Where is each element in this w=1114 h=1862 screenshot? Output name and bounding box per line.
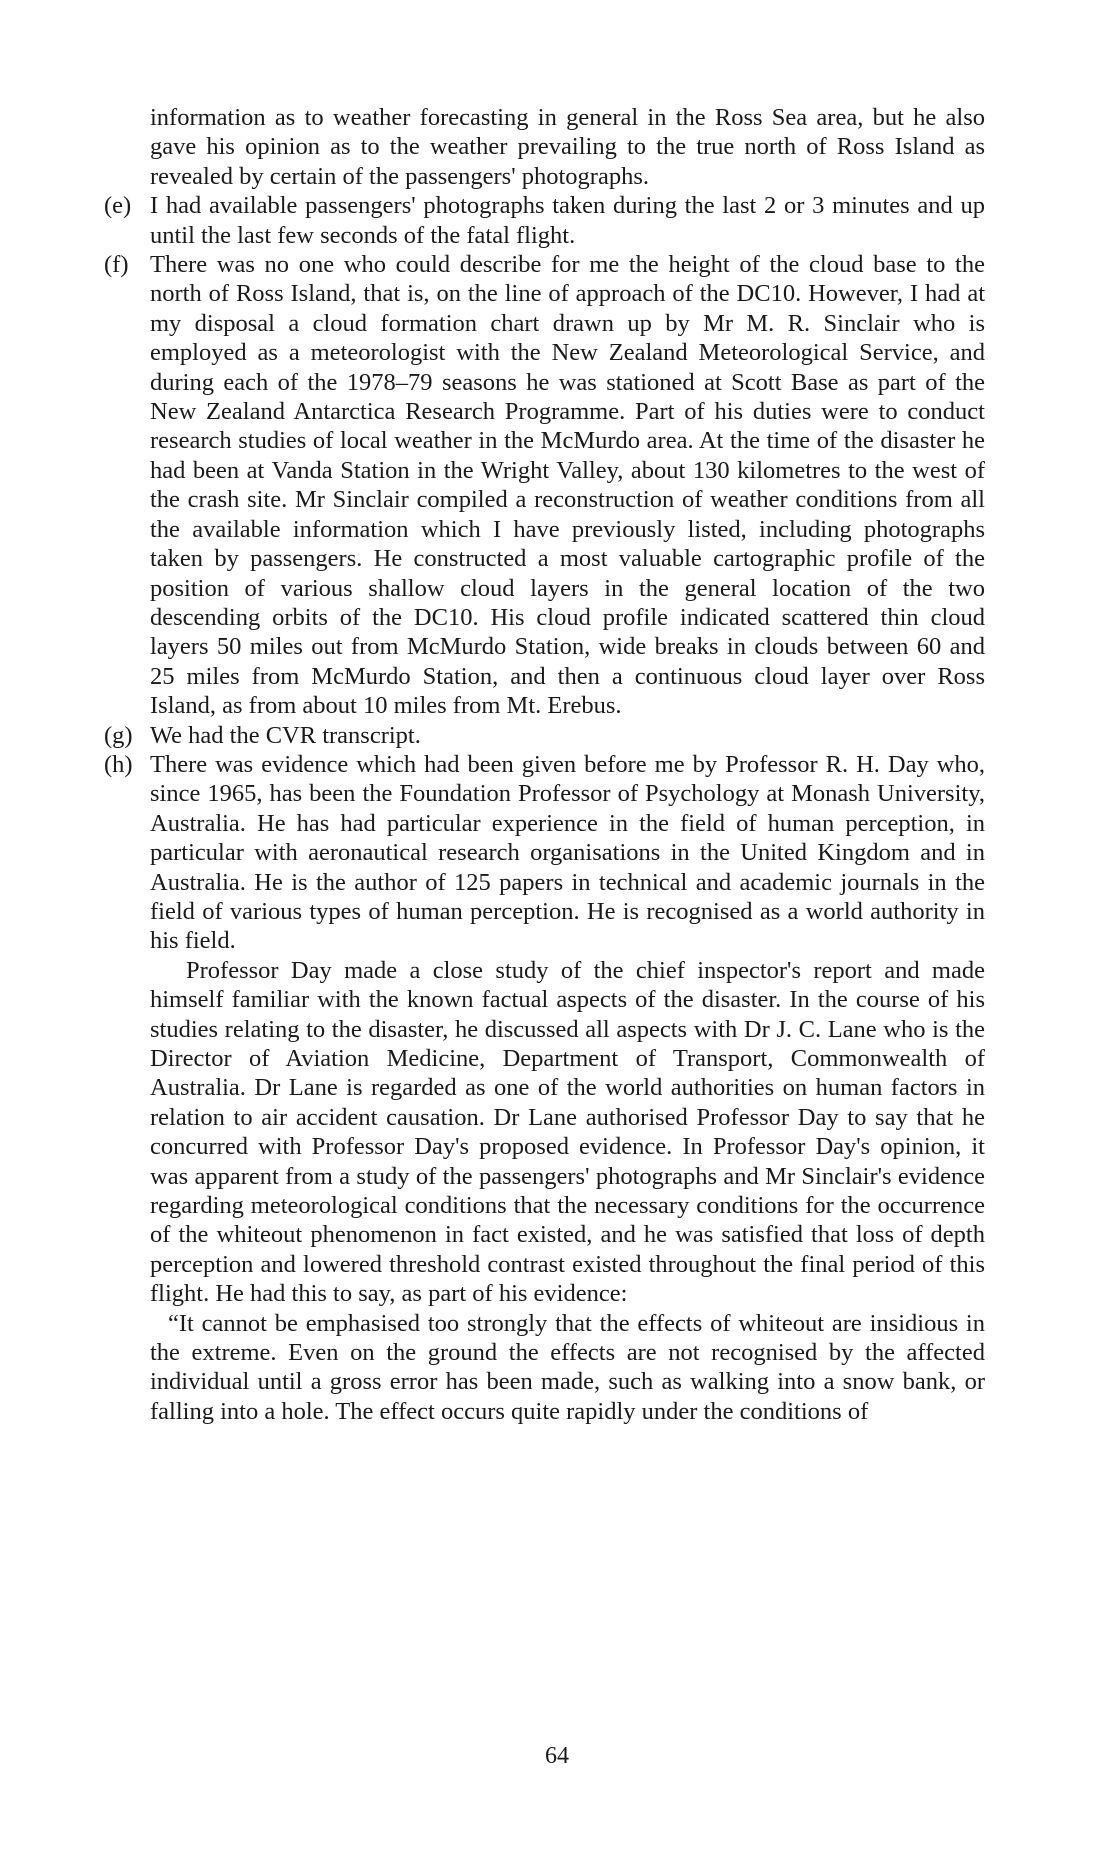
item-continuation: Professor Day made a close study of the chief inspector's report and made himself familiar with the known factual aspects of the disaster. In the course of his studies relating to the disaster, he discussed all aspects with Dr J. C. Lane who is the Director of Aviation Medicine, Department of Transport, Commonwealth of Australia. Dr Lane is regarded as one of the world authorities on human factors in relation to air accident causation. Dr Lane authorised Professor Day to say that he concurred with Professor Day's proposed evidence. In Professor Day's opinion, it was apparent from a study of the passengers' photographs and Mr Sinclair's evidence regarding meteorological conditions that the necessary conditions for the occurrence of the whiteout phenomenon in fact existed, and he was satisfied that loss of depth perception and lowered threshold contrast existed throughout the final period of this flight. He had this to say, as part of his evidence: xyxy=(150,956,985,1308)
list-item-e xyxy=(104,191,985,250)
item-label: (g) xyxy=(104,721,133,749)
item-label: (e) xyxy=(104,192,132,220)
body-text xyxy=(104,103,985,1426)
item-text: We had the CVR transcript. xyxy=(150,721,421,749)
item-text: I had available passengers' photographs taken during the last 2 or 3 minutes and up until the last few seconds of the fatal flight. xyxy=(150,192,985,249)
list-item-f xyxy=(104,250,985,721)
quoted-evidence: “It cannot be emphasised too strongly that the effects of whiteout are insidious in the extreme. Even on the ground the effects are not recognised by the affected individual until a gross error has been made, such as walking into a snow bank, or falling into a hole. The effect occurs quite rapidly under the conditions of xyxy=(150,1309,985,1425)
list-item-g xyxy=(104,721,985,750)
page-number: 64 xyxy=(545,1743,569,1769)
item-label: (h) xyxy=(104,750,133,778)
paragraph-continuation: information as to weather forecasting in general in the Ross Sea area, but he also gave his opinion as to the weather prevailing to the true north of Ross Island as revealed by certain of the passengers' photographs. xyxy=(150,104,985,190)
item-text: There was no one who could describe for me the height of the cloud base to the north of Ross Island, that is, on the line of approach of the DC10. However, I had at my disposal a cloud formation chart drawn up by Mr M. R. Sinclair who is employed as a meteorologist with the New Zealand Meteorological Service, and during each of the 1978–79 seasons he was stationed at Scott Base as part of the New Zealand Antarctica Research Programme. Part of his duties were to conduct research studies of local weather in the McMurdo area. At the time of the disaster he had been at Vanda Station in the Wright Valley, about 130 kilometres to the west of the crash site. Mr Sinclair compiled a reconstruction of weather conditions from all the available information which I have previously listed, including photographs taken by passengers. He constructed a most valuable cartographic profile of the position of various shallow cloud layers in the general location of the two descending orbits of the DC10. His cloud profile indicated scattered thin cloud layers 50 miles out from McMurdo Station, wide breaks in clouds between 60 and 25 miles from McMurdo Station, and then a continuous cloud layer over Ross Island, as from about 10 miles from Mt. Erebus. xyxy=(150,251,985,720)
item-text: There was evidence which had been given before me by Professor R. H. Day who, since 1965, has been the Foundation Professor of Psychology at Monash University, Australia. He has had particular experience in the field of human perception, in particular with aeronautical research organisations in the United Kingdom and in Australia. He is the author of 125 papers in technical and academic journals in the field of various types of human perception. He is recognised as a world authority in his field. xyxy=(150,750,985,955)
item-label: (f) xyxy=(104,251,129,279)
list-item-h xyxy=(104,750,985,1426)
